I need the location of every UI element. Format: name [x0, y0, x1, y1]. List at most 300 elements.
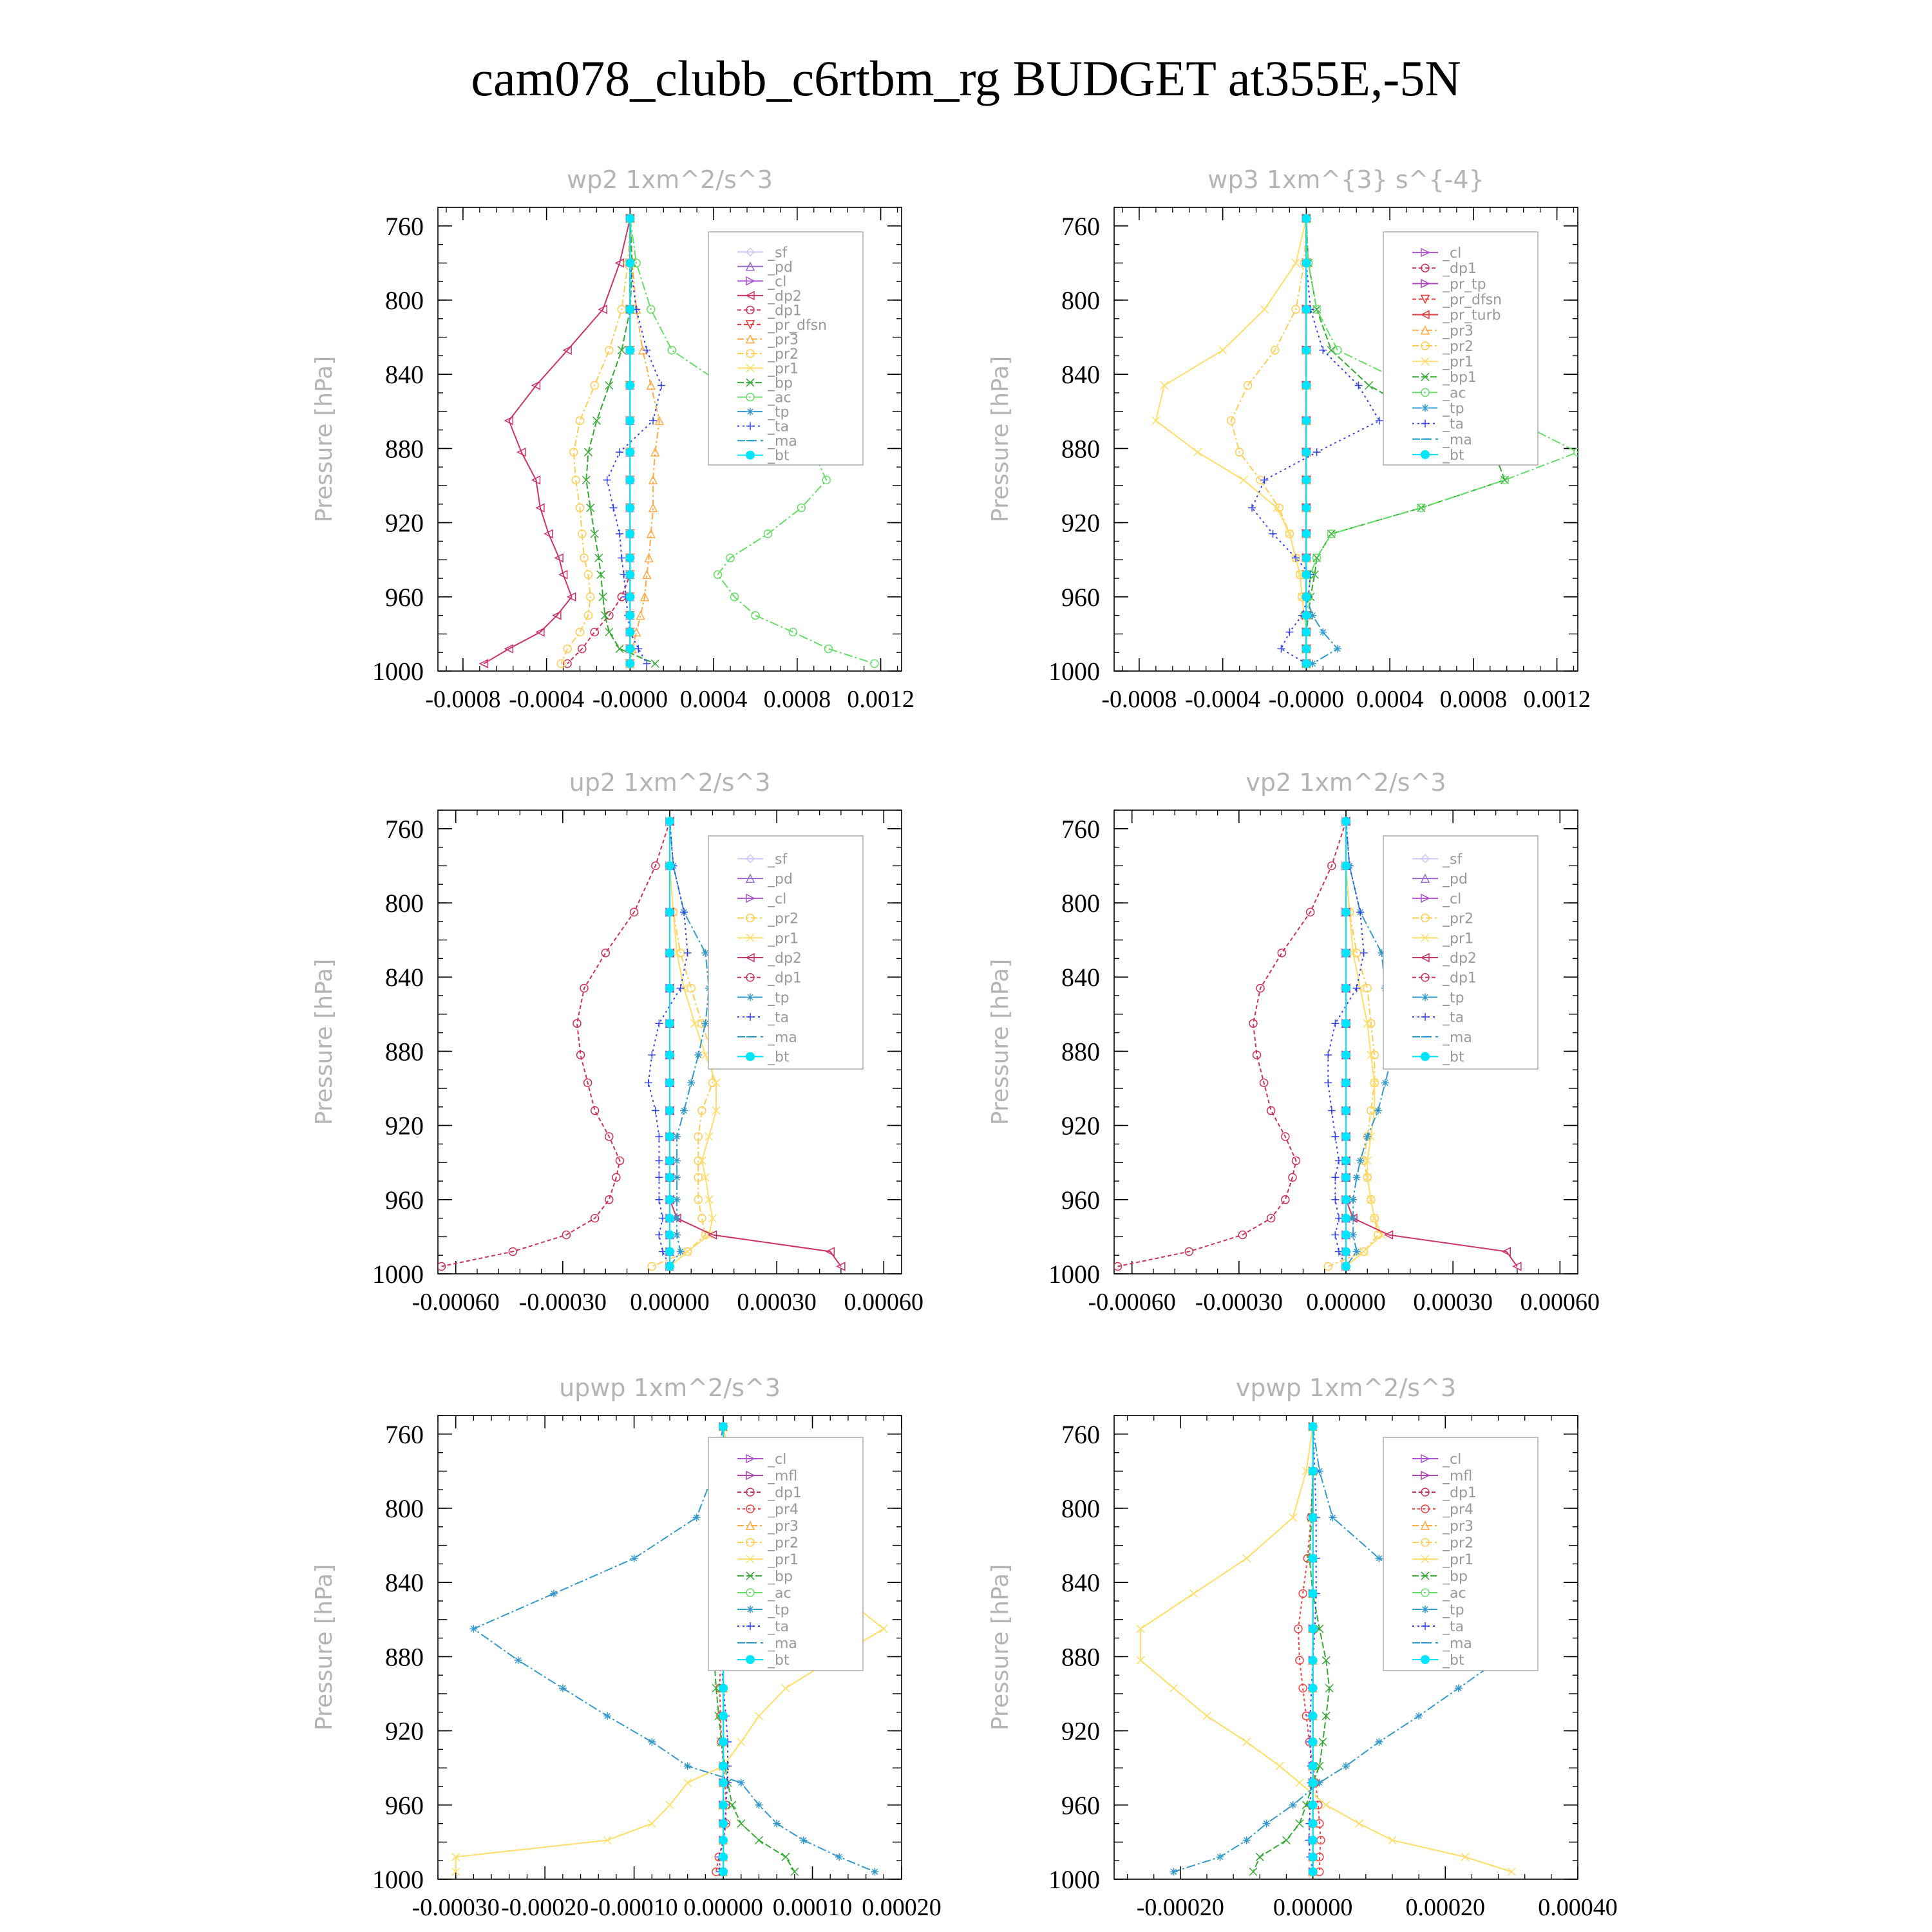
legend-label: _pr4	[1443, 1502, 1474, 1518]
y-tick-label: 960	[385, 1790, 424, 1820]
data-point-bt	[719, 1836, 728, 1845]
legend-label: _pr2	[1443, 911, 1474, 927]
legend-label: _ac	[768, 390, 791, 406]
data-point-dp1	[1278, 949, 1285, 957]
legend-label: _ma	[768, 1636, 797, 1652]
data-point-bt	[1309, 1801, 1318, 1810]
legend-label: _bp	[768, 375, 793, 392]
data-point-ta	[1331, 1019, 1339, 1027]
data-point-ta	[603, 476, 611, 484]
x-tick-label: 0.00040	[1538, 1894, 1618, 1921]
legend-marker	[746, 1655, 755, 1664]
panel-title: wp3 1xm^{3} s^{-4}	[1208, 166, 1484, 194]
legend-label: _cl	[768, 274, 787, 290]
data-point-pr1	[1360, 1247, 1368, 1255]
y-tick-label: 920	[385, 1111, 424, 1141]
data-point-tp	[677, 1247, 685, 1255]
data-point-ac	[871, 659, 878, 667]
y-tick-label: 800	[1061, 889, 1100, 918]
data-point-tp	[1334, 645, 1341, 652]
y-tick-label: 840	[1061, 1568, 1100, 1598]
data-point-bt	[1341, 1019, 1350, 1028]
y-tick-label: 840	[1061, 963, 1100, 992]
y-tick-label: 1000	[372, 1865, 424, 1894]
data-point-tp	[694, 1051, 702, 1059]
x-tick-label: -0.00020	[501, 1894, 589, 1921]
data-point-bp	[737, 1820, 745, 1828]
data-point-bp1	[1365, 381, 1373, 389]
data-point-bt	[1341, 1262, 1350, 1271]
data-point-bt	[1302, 504, 1311, 513]
data-point-bt	[625, 448, 634, 457]
x-tick-label: 0.00010	[772, 1894, 853, 1921]
data-point-bt	[1302, 305, 1311, 314]
legend-label: _cl	[768, 1452, 787, 1468]
data-point-ta	[618, 554, 625, 562]
series-line-dp2	[484, 218, 630, 663]
legend-label: _cl	[1443, 245, 1462, 262]
y-axis-label: Pressure [hPa]	[311, 958, 337, 1126]
x-tick-label: -0.0008	[425, 686, 501, 713]
data-point-bt	[1309, 1624, 1318, 1633]
data-point-bt	[665, 1262, 674, 1271]
legend-label: _pr2	[1443, 338, 1474, 355]
data-point-bt	[1309, 1778, 1318, 1787]
legend-label: _tp	[768, 990, 790, 1007]
data-point-pr1	[691, 1019, 699, 1027]
data-point-dp1	[1267, 1107, 1275, 1115]
data-point-bt	[1341, 949, 1350, 958]
legend-label: _pd	[1443, 871, 1468, 888]
x-tick-label: 0.00000	[1273, 1894, 1353, 1921]
y-axis-label: Pressure [hPa]	[311, 1564, 337, 1731]
legend-label: _pr_dfsn	[1443, 292, 1502, 308]
data-point-bt	[625, 628, 634, 637]
series-line-dp1	[442, 821, 670, 1266]
data-point-tp	[871, 1868, 878, 1875]
x-tick-label: 0.00000	[1306, 1289, 1386, 1316]
data-point-bt	[1341, 1214, 1350, 1223]
legend-label: _pr1	[1443, 354, 1474, 371]
data-point-tp	[630, 1555, 638, 1562]
y-tick-label: 960	[385, 582, 424, 612]
panel-3	[311, 768, 923, 1316]
data-point-bt	[1309, 1738, 1318, 1747]
legend-label: _sf	[1443, 851, 1463, 868]
data-point-bt	[1341, 1106, 1350, 1115]
data-point-bt	[1302, 475, 1311, 484]
y-tick-label: 960	[1061, 1790, 1100, 1820]
data-point-pr1	[755, 1712, 762, 1720]
data-point-pr2	[605, 346, 613, 354]
legend-label: _ta	[1443, 416, 1464, 433]
y-tick-label: 840	[385, 963, 424, 992]
y-tick-label: 920	[1061, 508, 1100, 538]
data-point-tp	[800, 1837, 808, 1844]
data-point-ta	[645, 1079, 652, 1086]
data-point-tp	[648, 1738, 656, 1746]
data-point-bt	[625, 381, 634, 390]
figure-title: cam078_clubb_c6rtbm_rg BUDGET at355E,-5N	[471, 50, 1461, 106]
legend-label: _pr_tp	[1443, 276, 1486, 293]
legend-label: _dp1	[768, 1485, 802, 1501]
data-point-bt	[719, 1761, 728, 1770]
data-point-bt	[1309, 1761, 1318, 1770]
data-point-ta	[1324, 1079, 1332, 1086]
series-line-pr2	[1231, 218, 1307, 663]
data-point-tp	[1415, 1712, 1423, 1720]
legend-label: _bt	[1443, 1653, 1464, 1669]
data-point-bt	[665, 1019, 674, 1028]
y-tick-label: 880	[1061, 434, 1100, 464]
legend-label: _dp2	[768, 951, 802, 967]
legend-marker	[746, 1052, 755, 1061]
data-point-bt	[1302, 381, 1311, 390]
data-point-bt	[665, 1173, 674, 1182]
legend-marker	[1421, 993, 1429, 1001]
data-point-bt	[625, 305, 634, 314]
data-point-bp	[782, 1853, 790, 1861]
data-point-bt	[665, 1132, 674, 1141]
legend	[1383, 836, 1538, 1069]
data-point-ta	[1313, 448, 1321, 456]
data-point-pr1	[1194, 448, 1202, 456]
legend-label: _pr3	[768, 1519, 799, 1535]
data-point-tp	[559, 1684, 567, 1692]
y-tick-label: 880	[385, 1037, 424, 1066]
data-point-tp	[687, 1079, 695, 1086]
legend-label: _ta	[768, 1619, 790, 1635]
data-point-bt	[1309, 1712, 1318, 1721]
legend-label: _bt	[1443, 1049, 1464, 1066]
data-point-bt	[1302, 346, 1311, 355]
data-point-bt	[665, 861, 674, 870]
data-point-pr1	[1322, 1801, 1330, 1809]
data-point-bt	[665, 1078, 674, 1087]
data-point-bp	[585, 448, 592, 456]
legend-label: _sf	[768, 851, 788, 868]
legend-label: _pr1	[768, 1552, 799, 1568]
data-point-bt	[1309, 1683, 1318, 1692]
data-point-pr1	[1243, 1555, 1251, 1562]
legend-label: _bt	[768, 448, 790, 464]
data-point-tp	[1375, 1555, 1383, 1562]
x-tick-label: 0.0012	[1523, 686, 1591, 713]
data-point-bt	[1341, 861, 1350, 870]
data-point-bp	[605, 381, 613, 389]
data-point-bp	[1282, 1837, 1290, 1844]
data-point-bt	[665, 1050, 674, 1059]
data-point-bt	[665, 1247, 674, 1256]
x-tick-label: 0.0004	[1356, 686, 1424, 713]
legend-label: _dp1	[1443, 261, 1477, 278]
data-point-bt	[1341, 817, 1350, 826]
x-tick-label: 0.00000	[683, 1894, 763, 1921]
data-point-bt	[719, 1712, 728, 1721]
panel-group	[311, 166, 1618, 1921]
data-point-bt	[1302, 416, 1311, 425]
legend-label: _bt	[1443, 447, 1464, 464]
legend-label: _ta	[1443, 1619, 1464, 1635]
data-point-pr1	[1203, 1712, 1211, 1720]
data-point-bp	[1256, 1853, 1264, 1861]
data-point-bt	[625, 644, 634, 653]
data-point-tp	[1329, 1513, 1336, 1521]
data-point-bt	[719, 1422, 728, 1431]
panel-2	[987, 166, 1591, 713]
legend-label: _cl	[1443, 891, 1462, 907]
data-point-ta	[652, 1107, 659, 1115]
legend-label: _bp	[1443, 1569, 1468, 1585]
data-point-pr1	[1170, 1684, 1178, 1692]
data-point-bt	[1302, 570, 1311, 579]
y-tick-label: 920	[385, 1716, 424, 1746]
y-tick-label: 840	[385, 360, 424, 390]
data-point-bt	[1309, 1589, 1318, 1598]
data-point-bp	[605, 629, 613, 636]
y-tick-label: 800	[1061, 1494, 1100, 1523]
data-point-tp	[737, 1779, 745, 1786]
data-point-tp	[1263, 1820, 1271, 1828]
panel-title: vp2 1xm^2/s^3	[1245, 768, 1446, 797]
panel-5	[311, 1374, 942, 1921]
data-point-tp	[1455, 1684, 1463, 1692]
legend-label: _cl	[1443, 1452, 1462, 1468]
data-point-tp	[684, 1762, 692, 1770]
data-point-bt	[665, 1214, 674, 1223]
legend	[1383, 232, 1538, 465]
data-point-bt	[1341, 1078, 1350, 1087]
data-point-bt	[719, 1867, 728, 1876]
legend-marker	[1421, 1655, 1430, 1664]
legend-label: _bp1	[1443, 370, 1477, 386]
data-point-tp	[835, 1853, 843, 1861]
legend-label: _mfl	[1443, 1468, 1473, 1484]
panel-title: up2 1xm^2/s^3	[569, 768, 771, 797]
y-tick-label: 760	[1061, 1419, 1100, 1449]
data-point-bt	[1302, 529, 1311, 538]
data-point-tp	[1356, 1157, 1364, 1164]
legend-label: _dp1	[1443, 970, 1477, 987]
data-point-bt	[1341, 907, 1350, 916]
data-point-bt	[1302, 659, 1311, 668]
data-point-pr1	[1289, 1513, 1297, 1521]
y-tick-label: 920	[385, 508, 424, 538]
data-point-ta	[1248, 504, 1256, 512]
data-point-tp	[1319, 629, 1327, 636]
data-point-ta	[684, 949, 692, 957]
data-point-ta	[1331, 1196, 1339, 1204]
legend-label: _pr3	[768, 332, 799, 348]
data-point-dp1	[591, 629, 598, 636]
data-point-ac	[824, 645, 832, 652]
data-point-ta	[1261, 476, 1269, 484]
legend-label: _ac	[1443, 1586, 1466, 1602]
x-tick-label: -0.00060	[412, 1289, 500, 1316]
data-point-bt	[625, 611, 634, 620]
panel-title: upwp 1xm^2/s^3	[559, 1374, 781, 1402]
data-point-tp	[1375, 1738, 1383, 1746]
data-point-ta	[1360, 949, 1368, 957]
data-point-tp	[1353, 1173, 1361, 1181]
y-tick-label: 1000	[372, 1260, 424, 1289]
legend-label: _ta	[768, 419, 790, 435]
data-point-bt	[1341, 1247, 1350, 1256]
y-tick-label: 880	[1061, 1642, 1100, 1672]
y-tick-label: 960	[1061, 582, 1100, 612]
data-point-bt	[1341, 1195, 1350, 1204]
panel-6	[987, 1374, 1618, 1921]
x-tick-label: 0.00030	[1413, 1289, 1493, 1316]
data-point-ta	[1324, 1051, 1332, 1059]
legend-label: _pr_turb	[1443, 307, 1501, 324]
data-point-tp	[469, 1625, 477, 1633]
legend-label: _pr1	[768, 361, 799, 377]
data-point-bt	[1341, 983, 1350, 992]
legend-label: _mfl	[768, 1468, 798, 1484]
data-point-bt	[665, 907, 674, 916]
data-point-bt	[1302, 214, 1311, 223]
legend-marker	[1421, 1052, 1430, 1061]
y-tick-label: 960	[385, 1185, 424, 1215]
legend-label: _dp1	[768, 970, 802, 987]
data-point-pr2	[687, 984, 695, 992]
data-point-pr1	[782, 1684, 790, 1692]
y-tick-label: 1000	[372, 657, 424, 686]
x-tick-label: 0.00060	[1520, 1289, 1600, 1316]
data-point-tp	[1342, 1762, 1350, 1770]
y-tick-label: 760	[385, 814, 424, 844]
data-point-ac	[797, 504, 805, 512]
data-point-ta	[1331, 1133, 1339, 1141]
data-point-pr1	[705, 1133, 713, 1141]
data-point-bt	[719, 1819, 728, 1828]
series-line-pr1	[1156, 218, 1307, 663]
legend-label: _pr1	[1443, 1552, 1474, 1568]
data-point-ta	[655, 1157, 663, 1164]
data-point-bt	[1309, 1422, 1318, 1431]
data-point-pr1	[1240, 476, 1247, 484]
data-point-bt	[1309, 1852, 1318, 1861]
data-point-tp	[680, 1107, 688, 1115]
y-tick-label: 800	[385, 1494, 424, 1523]
data-point-tp	[1289, 1801, 1297, 1809]
legend-label: _tp	[1443, 1602, 1464, 1618]
legend-label: _tp	[768, 1602, 790, 1618]
legend-label: _dp2	[768, 288, 802, 305]
legend-label: _pr2	[1443, 1535, 1474, 1551]
data-point-bt	[1309, 1836, 1318, 1845]
data-point-tp	[693, 1513, 701, 1521]
data-point-bt	[1341, 1231, 1350, 1240]
legend-label: _ma	[1443, 431, 1472, 448]
series-line-dp1	[567, 218, 630, 663]
legend-label: _pr3	[1443, 323, 1474, 339]
y-tick-label: 760	[1061, 211, 1100, 241]
data-point-bt	[1341, 1173, 1350, 1182]
legend-label: _tp	[1443, 401, 1464, 417]
data-point-tp	[1374, 1107, 1382, 1115]
data-point-bt	[1302, 553, 1311, 562]
data-point-bp	[616, 645, 623, 652]
data-point-bt	[1302, 592, 1311, 601]
data-point-tp	[550, 1589, 558, 1597]
data-point-ta	[655, 1173, 663, 1181]
data-point-ta	[658, 381, 665, 389]
data-point-bt	[665, 1106, 674, 1115]
data-point-ta	[655, 1231, 663, 1239]
data-point-bt	[625, 659, 634, 668]
y-tick-label: 760	[385, 211, 424, 241]
data-point-pr1	[684, 1779, 692, 1786]
legend-label: _dp2	[1443, 951, 1477, 967]
data-point-bt	[1309, 1819, 1318, 1828]
legend-label: _pr1	[768, 931, 799, 947]
data-point-pr1	[1276, 1762, 1283, 1770]
legend	[708, 836, 863, 1069]
x-tick-label: 0.0008	[763, 686, 831, 713]
data-point-ta	[1331, 1231, 1339, 1239]
data-point-bt	[665, 983, 674, 992]
data-point-pr1	[1261, 305, 1269, 313]
data-point-bp	[592, 417, 600, 424]
data-point-bt	[1341, 1050, 1350, 1059]
data-point-pr1	[1356, 1820, 1363, 1828]
x-tick-label: -0.0008	[1101, 686, 1177, 713]
data-point-dp1	[601, 949, 609, 957]
data-point-pr1	[737, 1738, 745, 1746]
legend-label: _ma	[1443, 1029, 1472, 1046]
data-point-pr2	[648, 1262, 656, 1270]
legend-label: _bp	[768, 1569, 793, 1585]
x-tick-label: -0.00030	[412, 1894, 500, 1921]
data-point-tp	[1363, 1133, 1371, 1141]
legend-label: _ta	[768, 1010, 790, 1027]
legend-label: _ma	[768, 1029, 797, 1046]
legend-label: _pr2	[768, 911, 799, 927]
data-point-bt	[1309, 1867, 1318, 1876]
data-point-ta	[1331, 1173, 1339, 1181]
data-point-bp	[755, 1837, 762, 1844]
legend	[1383, 1437, 1538, 1671]
legend-label: _bt	[768, 1653, 790, 1669]
x-tick-label: 0.0012	[847, 686, 914, 713]
data-point-bt	[1309, 1466, 1318, 1475]
legend-label: _ma	[768, 433, 797, 450]
legend-label: _pr_dfsn	[768, 317, 828, 334]
data-point-bt	[1309, 1513, 1318, 1522]
data-point-bt	[665, 1231, 674, 1240]
data-point-pr1	[684, 1247, 692, 1255]
y-tick-label: 760	[1061, 814, 1100, 844]
y-tick-label: 800	[385, 286, 424, 315]
panel-title: vpwp 1xm^2/s^3	[1235, 1374, 1457, 1402]
y-axis-label: Pressure [hPa]	[987, 1564, 1014, 1731]
data-point-dp1	[591, 1107, 599, 1115]
data-point-bt	[719, 1852, 728, 1861]
x-tick-label: 0.0004	[679, 686, 748, 713]
data-point-bt	[665, 1195, 674, 1204]
data-point-bt	[1309, 1656, 1318, 1665]
y-tick-label: 1000	[1048, 1865, 1100, 1894]
legend-marker	[746, 1605, 754, 1613]
x-tick-label: 0.00030	[737, 1289, 817, 1316]
data-point-bp	[651, 659, 659, 667]
data-point-ta	[1328, 1107, 1336, 1115]
data-point-ta	[616, 530, 623, 538]
data-point-bt	[719, 1778, 728, 1787]
data-point-bt	[719, 1683, 728, 1692]
